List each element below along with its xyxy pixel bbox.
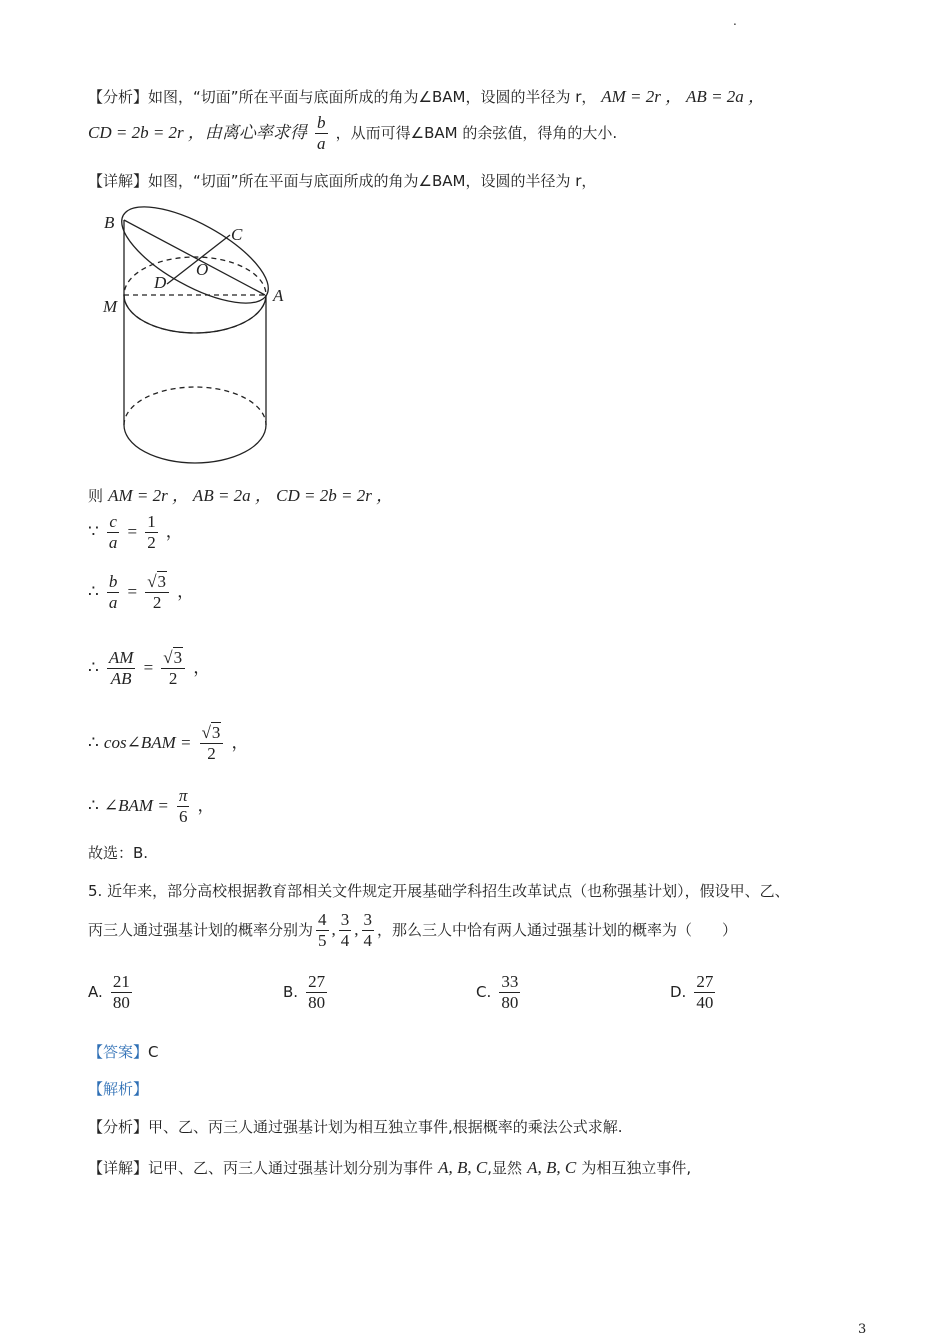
denominator: 2 (207, 744, 216, 763)
denominator: 2 (147, 533, 156, 552)
step4-rhs-fraction: $\frac{√3}{2}$ (161, 648, 185, 689)
section-ellipse (108, 205, 281, 322)
step6-lhs: ∠BAM = (103, 796, 169, 815)
denominator: 4 (363, 931, 373, 950)
step-6: ∴ ∠BAM = $\frac{\pi}{6}$ ， (88, 786, 215, 826)
step-2: ∵ $\frac{c}{a}$ = $\frac{1}{2}$ ， (88, 512, 183, 552)
denominator: 40 (696, 993, 714, 1012)
prob-fraction (339, 910, 352, 951)
numerator: 21 (112, 972, 130, 991)
step5-lhs: cos∠BAM = (103, 733, 192, 752)
analysis1-line2-math: CD = 2b = 2r ，由离心率求得 (88, 123, 307, 142)
option-fraction (111, 972, 132, 1013)
numerator: 27 (308, 972, 326, 991)
analysis1-tag: 【分析】 (88, 88, 149, 106)
label-M: M (103, 297, 118, 316)
step5-rhs-fraction: $\frac{√3}{2}$ (200, 723, 224, 764)
analysis1-line1 (88, 82, 765, 107)
numerator: 3 (340, 910, 350, 929)
bottom-back-arc (124, 387, 266, 425)
choice-line: 故选：B. (88, 844, 149, 862)
numerator: π (178, 786, 188, 805)
option-label: D. (670, 983, 687, 1001)
q5-events-2: A, B, C (527, 1158, 577, 1177)
label-B: B (104, 213, 115, 232)
numerator: c (107, 512, 120, 533)
numerator: b (108, 572, 118, 591)
fraction-denominator: a (317, 134, 326, 153)
step2-rhs-fraction (145, 512, 158, 553)
top-circle-front-arc (124, 295, 266, 333)
step2-lhs-fraction (107, 512, 120, 553)
analysis1-line2 (88, 113, 617, 154)
option-label: A. (88, 983, 103, 1001)
label-A: A (273, 286, 284, 305)
option-d[interactable] (670, 972, 718, 1013)
denominator: 2 (152, 593, 162, 612)
option-fraction (306, 972, 327, 1013)
q5-line1-text: 近年来，部分高校根据教育部相关文件规定开展基础学科招生改革试点（也称强基计划），假设甲、乙、 (107, 882, 790, 900)
fraction-numerator: b (317, 113, 326, 132)
detail1-tag: 【详解】 (88, 172, 149, 190)
cylinder-figure (95, 205, 310, 470)
radicand: 3 (157, 572, 167, 591)
option-fraction (694, 972, 715, 1013)
denominator: a (108, 533, 118, 552)
option-label: C. (476, 983, 492, 1001)
option-b[interactable] (283, 972, 330, 1013)
q5-analysis-tag: 【分析】 (88, 1118, 149, 1136)
page-number: 3 (858, 1322, 867, 1337)
option-fraction (499, 972, 520, 1013)
answer-value: C (148, 1043, 159, 1061)
q5-events-1: A, B, C (438, 1158, 488, 1177)
radicand: 3 (211, 723, 221, 742)
step1-prefix: 则 (88, 487, 104, 505)
step3-lhs-fraction (107, 572, 120, 613)
q5-detail-mid: ,显然 (487, 1159, 523, 1177)
q5-line2-start: 丙三人通过强基计划的概率分别为 (88, 921, 314, 939)
denominator: 80 (112, 993, 130, 1012)
numerator: 27 (696, 972, 714, 991)
q5-line1 (88, 880, 790, 901)
bottom-front-arc (124, 425, 266, 463)
answer-line (88, 1041, 159, 1062)
analysis1-line1-text: 如图，“切面”所在平面与底面所成的角为∠BAM，设圆的半径为 r， (148, 88, 597, 106)
answer-tag: 【答案】 (88, 1043, 149, 1061)
denominator: AB (110, 669, 132, 688)
denominator: 80 (501, 993, 519, 1012)
denominator: 80 (308, 993, 326, 1012)
step-5: ∴ cos∠BAM = $\frac{√3}{2}$ ， (88, 723, 249, 763)
denominator: 5 (318, 931, 327, 950)
label-D: D (154, 273, 167, 292)
label-O: O (196, 260, 209, 279)
option-label: B. (283, 983, 299, 1001)
step-4: ∴ $\frac{AM}{AB}$ = $\frac{√3}{2}$ ， (88, 648, 211, 688)
q5-detail-line (88, 1157, 691, 1178)
option-c[interactable] (476, 972, 523, 1013)
analysis1-fraction (315, 113, 328, 154)
label-C: C (231, 225, 243, 244)
prob-fraction (316, 910, 329, 951)
therefore-symbol: ∴ (88, 582, 99, 601)
q5-analysis-text: 甲、乙、丙三人通过强基计划为相互独立事件,根据概率的乘法公式求解. (148, 1118, 623, 1136)
analysis1-line1-math: AM = 2r ， AB = 2a ， (601, 87, 766, 106)
header-mark: . (733, 14, 737, 28)
option-a[interactable] (88, 972, 135, 1013)
numerator: 33 (501, 972, 519, 991)
q5-detail-end: 为相互独立事件, (581, 1159, 692, 1177)
numerator: 4 (318, 910, 327, 929)
step1-math: AM = 2r ， AB = 2a ， CD = 2b = 2r ， (108, 486, 394, 505)
because-symbol: ∵ (88, 522, 99, 541)
numerator: 1 (147, 512, 156, 531)
numerator: AM (108, 648, 134, 667)
denominator: 4 (340, 931, 350, 950)
step-3: ∴ $\frac{b}{a}$ = $\frac{√3}{2}$ ， (88, 572, 195, 612)
prob-fraction (362, 910, 375, 951)
therefore-symbol: ∴ (88, 658, 99, 677)
denominator: 6 (178, 807, 188, 826)
q5-line2-end: ，那么三人中恰有两人通过强基计划的概率为（ ） (377, 921, 738, 939)
therefore-symbol: ∴ (88, 733, 99, 752)
denominator: 2 (168, 669, 178, 688)
q5-detail-start: 记甲、乙、丙三人通过强基计划分别为事件 (148, 1159, 434, 1177)
step4-lhs-fraction (107, 648, 136, 689)
analysis1-line2-text: ，从而可得∠BAM 的余弦值，得角的大小. (335, 124, 618, 142)
step-1 (88, 481, 393, 506)
step3-rhs-fraction: $\frac{√3}{2}$ (145, 572, 169, 613)
therefore-symbol: ∴ (88, 796, 99, 815)
detail1-text: 如图，“切面”所在平面与底面所成的角为∠BAM，设圆的半径为 r， (148, 172, 597, 190)
q5-detail-tag: 【详解】 (88, 1159, 149, 1177)
numerator: 3 (363, 910, 373, 929)
radicand: 3 (173, 648, 183, 667)
step6-rhs-fraction (177, 786, 190, 827)
denominator: a (108, 593, 118, 612)
q5-analysis-line (88, 1116, 623, 1137)
explain-line (88, 1078, 148, 1099)
q5-line2: 丙三人通过强基计划的概率分别为 $\frac{4}{5}$ , $\frac{3}{4}$ , $\frac{3}{4}$ ，那么三人中恰有两人通过强基计划的概率为（ ） (88, 910, 738, 950)
explain-tag: 【解析】 (88, 1080, 149, 1098)
q5-number: 5. (88, 882, 103, 900)
detail1-line (88, 170, 596, 191)
